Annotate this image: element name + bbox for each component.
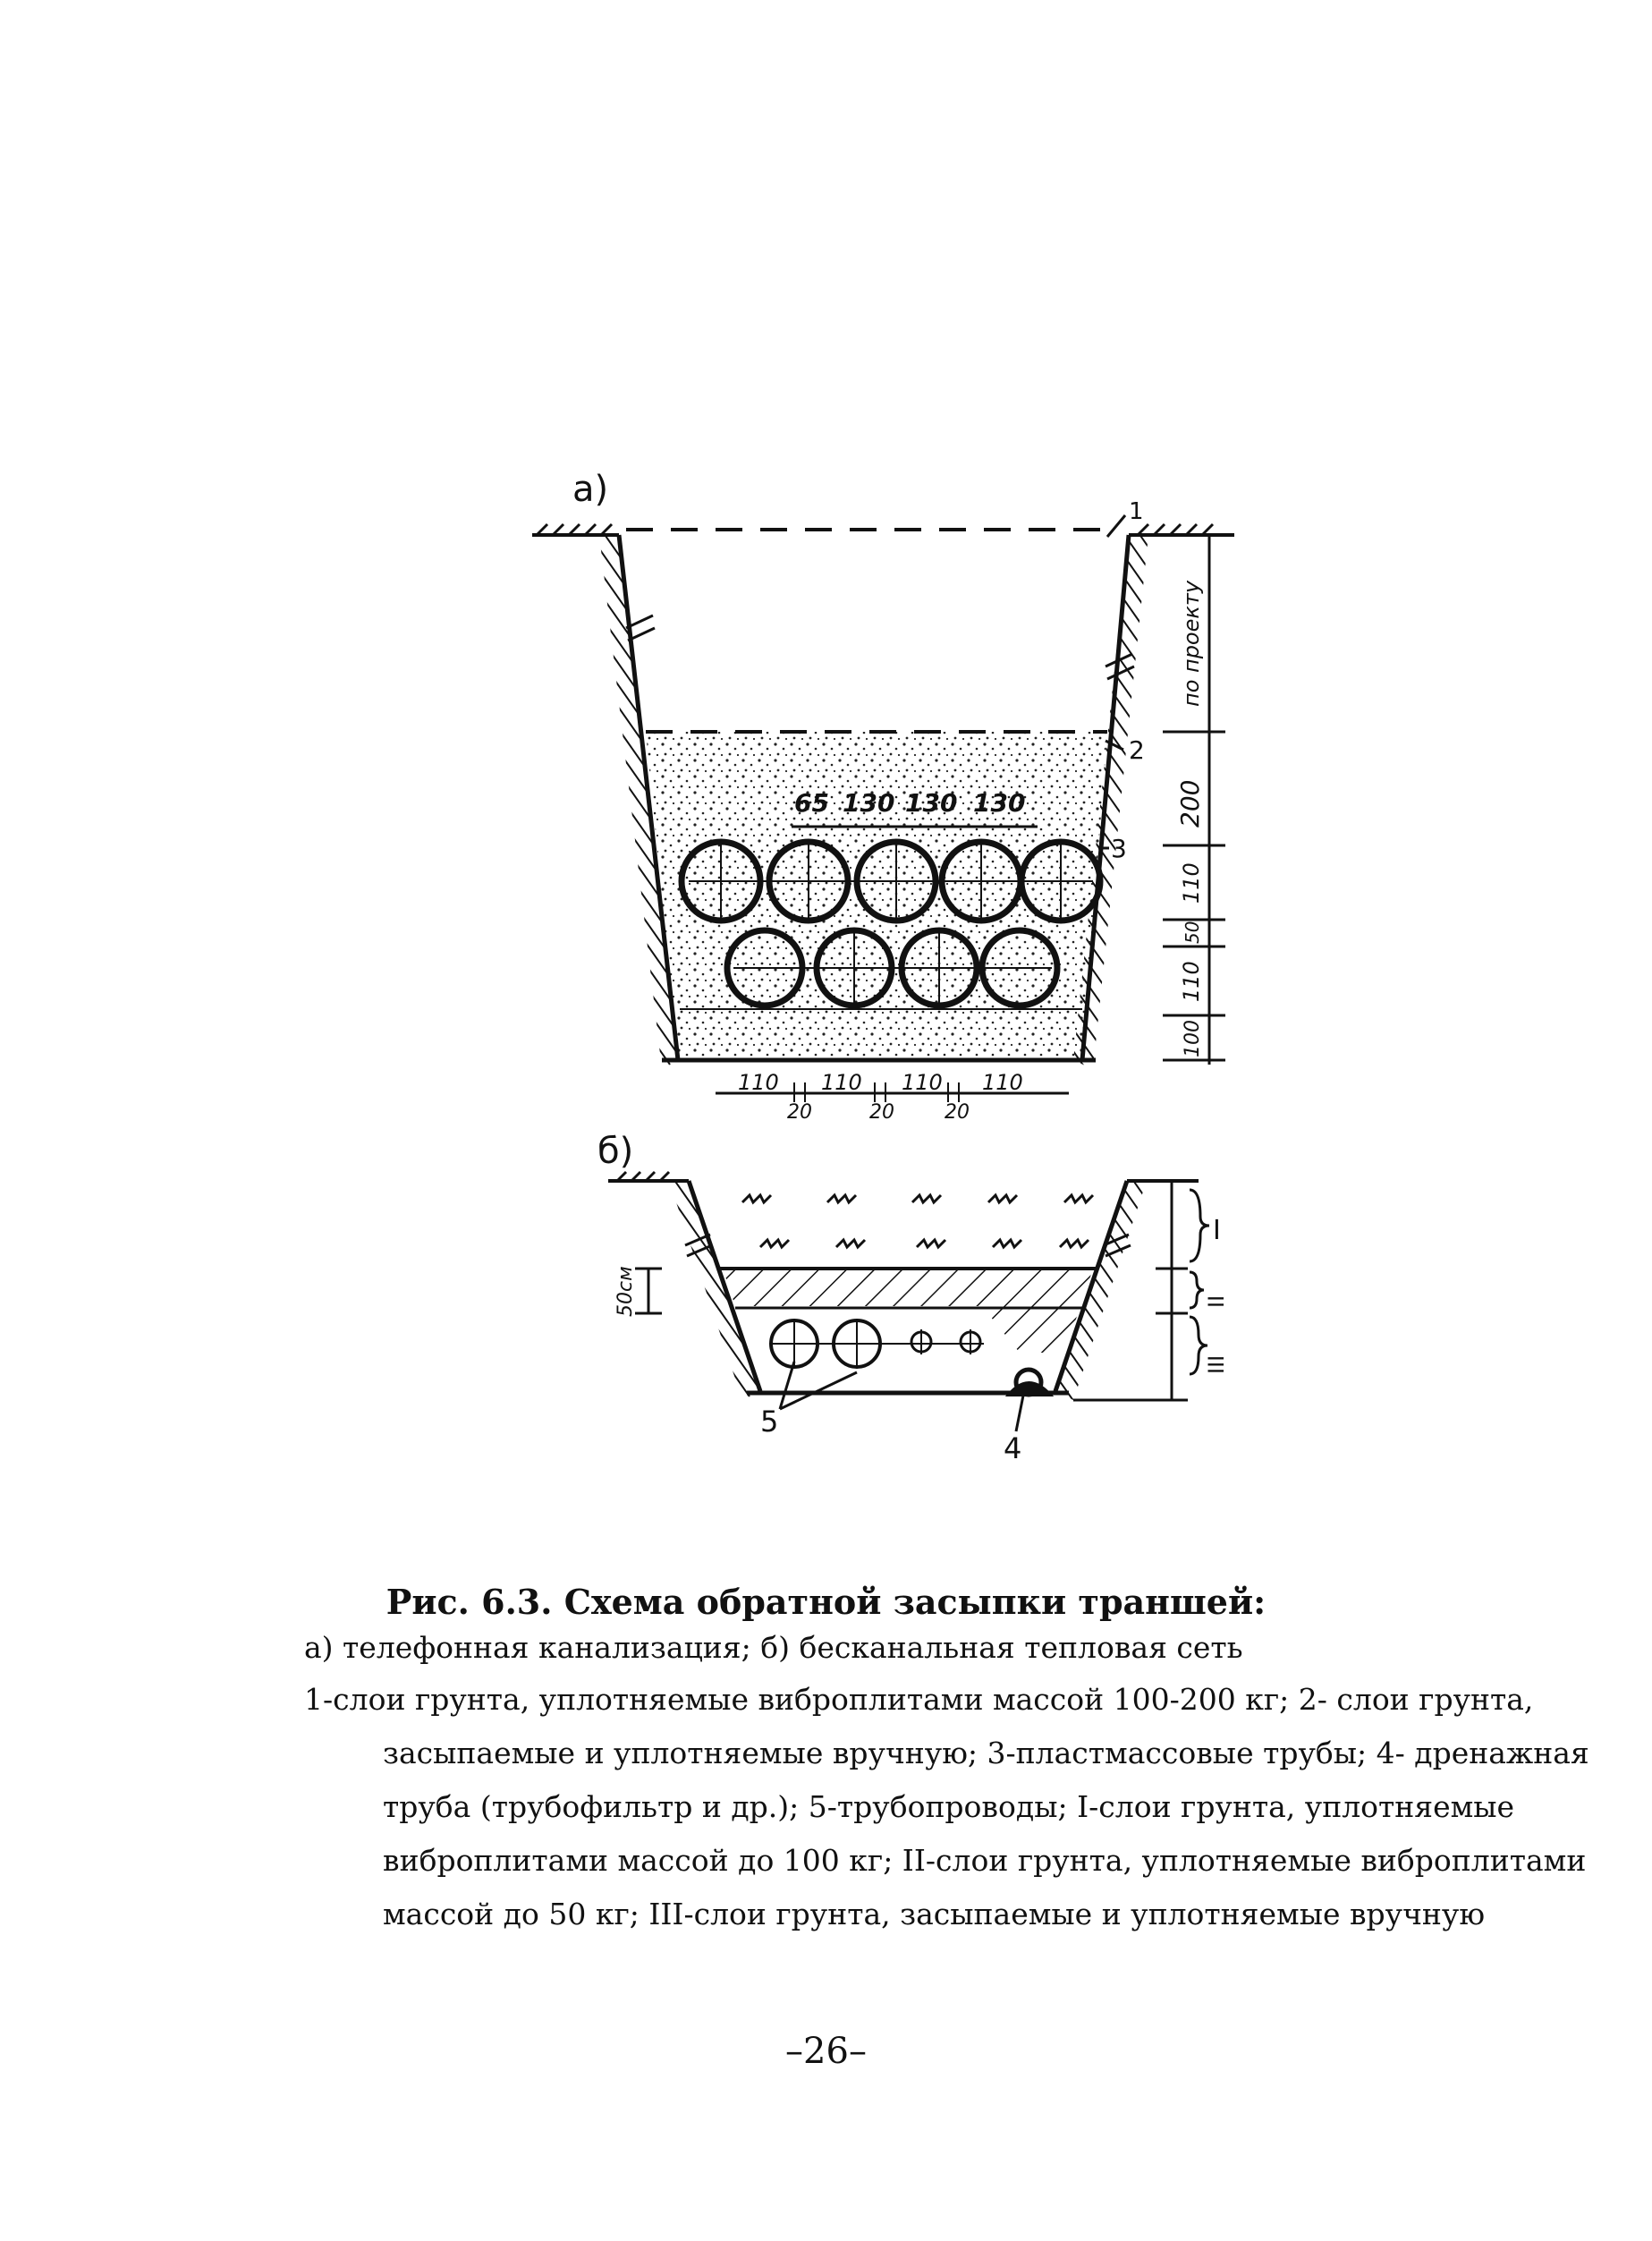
top-spacing-dims	[794, 788, 1025, 818]
gap-20-1: 20	[787, 1101, 812, 1124]
callout-4: 4	[1004, 1431, 1022, 1465]
dim-50cm-label: 50см	[614, 1266, 637, 1317]
width-110-1: 110	[738, 1070, 779, 1095]
spacing-65: 65	[794, 788, 829, 818]
dim-100: 100	[1182, 1020, 1204, 1057]
vertical-dimension-chain	[1163, 535, 1225, 1065]
dim-200: 200	[1175, 779, 1205, 828]
figure-caption-subtitle: а) телефонная канализация; б) бесканальная тепловая сеть	[304, 1630, 1243, 1665]
spacing-130-3: 130	[973, 788, 1026, 818]
legend-line-3: труба (трубофильтр и др.); 5-трубопроводы; I-слои грунта, уплотняемые	[383, 1789, 1515, 1824]
dim-50cm	[614, 1266, 662, 1317]
layer-II: II	[1204, 1295, 1229, 1308]
dim-po-proektu: по проекту	[1179, 580, 1204, 707]
callout-2: 2	[1129, 735, 1145, 765]
width-110-2: 110	[821, 1070, 862, 1095]
legend-line-2: засыпаемые и уплотняемые вручную; 3-пластмассовые трубы; 4- дренажная	[383, 1736, 1589, 1770]
legend-line-5: массой до 50 кг; III-слои грунта, засыпаемые и уплотняемые вручную	[383, 1897, 1486, 1931]
gap-20-3: 20	[945, 1101, 970, 1124]
legend-line-1: 1-слои грунта, уплотняемые виброплитами массой 100-200 кг; 2- слои грунта,	[304, 1682, 1534, 1717]
callout-1: 1	[1129, 498, 1144, 525]
width-110-4: 110	[982, 1070, 1023, 1095]
trench-b	[608, 1172, 1199, 1400]
spacing-130-2: 130	[905, 788, 958, 818]
gap-20-2: 20	[869, 1101, 894, 1124]
bottom-dimension-chain	[716, 1070, 1069, 1124]
dim-110-lower: 110	[1179, 961, 1204, 1002]
width-110-3: 110	[902, 1070, 943, 1095]
panel-a-label: а)	[572, 469, 609, 510]
legend-line-4: виброплитами массой до 100 кг; II-слои грунта, уплотняемые виброплитами	[383, 1843, 1587, 1878]
spacing-130-1: 130	[843, 788, 895, 818]
callout-3: 3	[1111, 834, 1127, 863]
layer-III: III	[1204, 1354, 1229, 1374]
page-number: –26–	[785, 2031, 867, 2072]
panel-b-label: б)	[597, 1131, 634, 1172]
figure-caption-title: Рис. 6.3. Схема обратной засыпки траншей:	[385, 1582, 1267, 1622]
dim-50: 50	[1182, 921, 1203, 944]
callout-5: 5	[760, 1405, 779, 1439]
layer-I: I	[1213, 1215, 1221, 1246]
callouts-b	[760, 1362, 1023, 1465]
dim-110-upper: 110	[1179, 862, 1204, 904]
